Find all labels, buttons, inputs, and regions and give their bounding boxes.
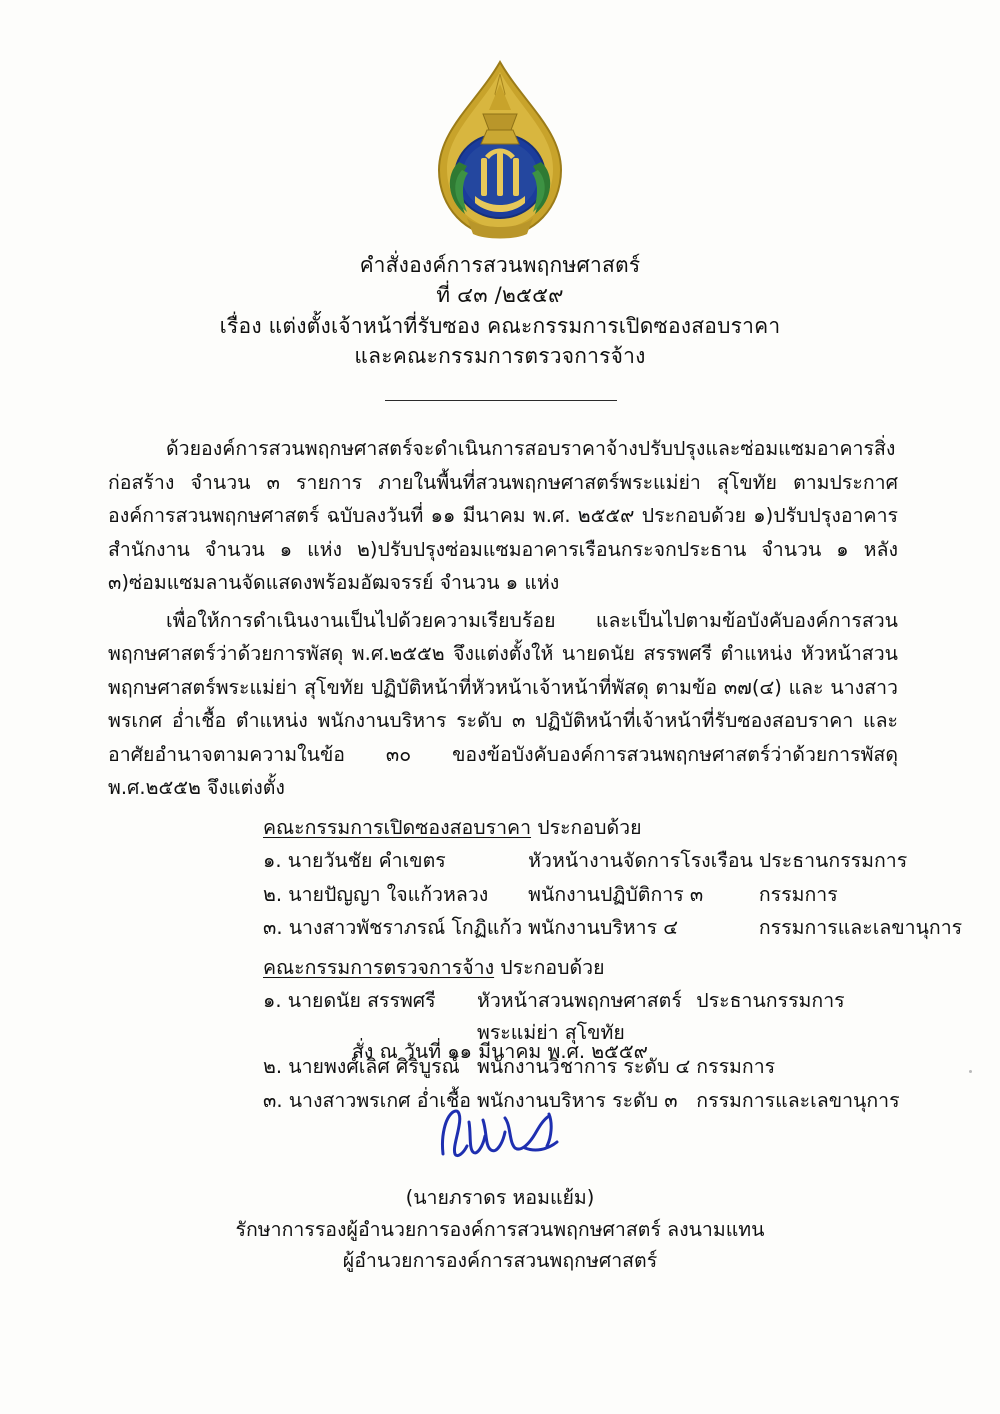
paragraph-2: เพื่อให้การดำเนินงานเป็นไปด้วยความเรียบร้อย และเป็นไปตามข้อบังคับองค์การสวนพฤกษศาสตร์ว่าด้วยการพัสดุ พ.ศ.๒๕๕๒ จึงแต่งตั้งให้ นายดนัย สรรพศรี ตำแหน่ง หัวหน้าสวนพฤกษศาสตร์พระแม่ย่า สุโขทัย ปฏิบัติหน้าที่หัวหน้าเจ้าหน้าที่พัสดุ ตามข้อ ๓๗(๔) และ นางสาวพรเกศ อ่ำเชื้อ ตำแหน่ง พนักงานบริหาร ระดับ ๓ ปฏิบัติหน้าที่เจ้าหน้าที่รับซองสอบราคา และอาศัยอำนาจตามความในข้อ ๓๐ ของข้อบังคับองค์การสวนพฤกษศาสตร์ว่าด้วยการพัสดุ พ.ศ.๒๕๕๒ จึงแต่งตั้ง [108,608,898,800]
table-row [263,911,962,945]
member-position: พนักงานวิชาการ ระดับ ๔ [476,1055,691,1079]
committee-2-heading [108,951,898,984]
heading-line-2: ที่ ๔๓ /๒๕๕๙ [436,283,564,308]
heading-subject-line-2: และคณะกรรมการตรวจการจ้าง [354,344,646,369]
signer-title-1: รักษาการรองผู้อำนวยการองค์การสวนพฤกษศาสตร์ ลงนามแทน [235,1217,765,1241]
order-date: สั่ง ณ วันที่ ๑๑ มีนาคม พ.ศ. ๒๕๕๙ [352,1040,648,1063]
member-name: ๑. นายวันชัย คำเขตร [263,848,446,872]
signer-block [0,1182,1000,1277]
member-role: ประธานกรรมการ [758,848,908,872]
member-name: ๑. นายดนัย สรรพศรี [263,988,436,1012]
committee-2-title-suffix: ประกอบด้วย [494,955,605,979]
table-row [263,878,962,912]
table-row [263,844,962,878]
member-name: ๒. นายปัญญา ใจแก้วหลวง [263,882,489,906]
heading-subject-line: เรื่อง แต่งตั้งเจ้าหน้าที่รับซอง คณะกรรมการเปิดซองสอบราคา [219,313,781,338]
signer-name: (นายภราดร หอมแย้ม) [405,1186,595,1209]
table-row [263,984,900,1018]
member-role: ประธานกรรมการ [696,988,845,1012]
committee-1-heading [108,811,898,844]
emblem-container [0,58,1000,243]
paragraph-1: ด้วยองค์การสวนพฤกษศาสตร์จะดำเนินการสอบราคาจ้างปรับปรุงและซ่อมแซมอาคารสิ่งก่อสร้าง จำนวน ๓ รายการ ภายในพื้นที่สวนพฤกษศาสตร์พระแม่ย่า สุโขทัย ตามประกาศองค์การสวนพฤกษศาสตร์ ฉบับลงวันที่ ๑๑ มีนาคม พ.ศ. ๒๕๕๙ ประกอบด้วย ๑)ปรับปรุงอาคารสำนักงาน จำนวน ๑ แห่ง ๒)ปรับปรุงซ่อมแซมอาคารเรือนกระจกประธาน จำนวน ๑ หลัง ๓)ซ่อมแซมลานจัดแสดงพร้อมอัฒจรรย์ จำนวน ๑ แห่ง [108,437,898,595]
member-role: กรรมการ [758,882,838,906]
member-position: หัวหน้าสวนพฤกษศาสตร์ [476,988,682,1012]
member-name: ๒. นายพงศ์เลิศ ศิริบูรณ์ [263,1055,460,1079]
member-position: พนักงานปฏิบัติการ ๓ [528,882,704,906]
committee-1-members [263,844,962,945]
member-role: กรรมการ [696,1055,776,1079]
signature-container [0,1098,1000,1168]
royal-emblem-icon [415,58,585,243]
scan-artifact [969,1070,972,1073]
document-heading [0,250,1000,372]
member-name: ๓. นางสาวพรเกศ อ่ำเชื้อ [263,1088,471,1112]
member-position: พนักงานบริหาร ๔ [528,916,679,940]
member-name: ๓. นางสาวพัชราภรณ์ โกฏิแก้ว [263,916,523,940]
committee-2-title: คณะกรรมการตรวจการจ้าง [263,955,495,979]
heading-line-1: คำสั่งองค์การสวนพฤกษศาสตร์ [359,253,641,277]
heading-divider [385,400,617,401]
signature-icon [425,1098,575,1168]
member-position-continued: พระแม่ย่า สุโขทัย [476,1021,625,1045]
signer-title-2: ผู้อำนวยการองค์การสวนพฤกษศาสตร์ [342,1249,658,1273]
document-body [108,432,963,1117]
member-role: กรรมการและเลขานุการ [696,1088,900,1112]
committee-1-title: คณะกรรมการเปิดซองสอบราคา [263,815,532,839]
committee-1-title-suffix: ประกอบด้วย [531,815,642,839]
member-position: หัวหน้างานจัดการโรงเรือน [528,848,753,872]
member-position: พนักงานบริหาร ระดับ ๓ [476,1088,678,1112]
member-role: กรรมการและเลขานุการ [758,916,963,940]
